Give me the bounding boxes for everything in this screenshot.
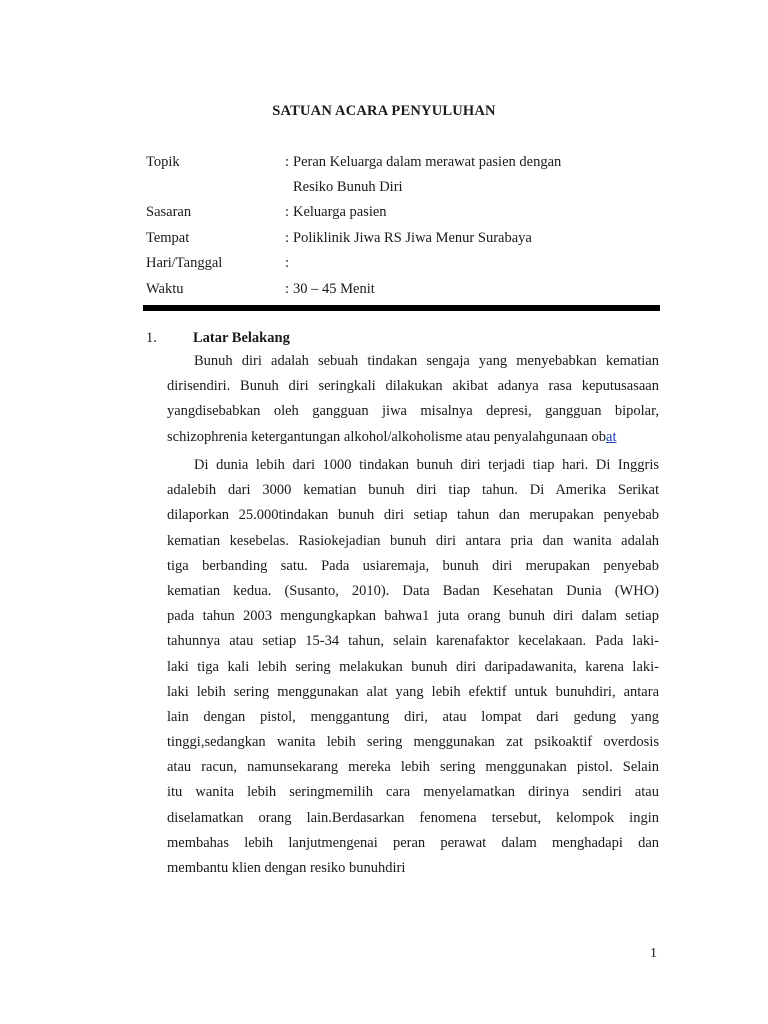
text-line: Di dunia lebih dari 1000 tindakan bunuh diri terjadi tiap hari. Di Inggris xyxy=(194,457,659,473)
meta-value: Peran Keluarga dalam merawat pasien dengan xyxy=(293,154,562,170)
document-title: SATUAN ACARA PENYULUHAN xyxy=(272,103,496,119)
text-line: tiga berbanding satu. Pada usiaremaja, bunuh diri merupakan penyebab xyxy=(167,557,659,574)
meta-colon: : xyxy=(285,281,290,297)
meta-label: Hari/Tanggal xyxy=(146,255,223,271)
meta-value-continuation: Resiko Bunuh Diri xyxy=(293,179,403,195)
meta-value: Keluarga pasien xyxy=(293,204,387,220)
text-line: yangdisebabkan oleh gangguan jiwa misalnya depresi, gangguan bipolar, xyxy=(167,403,659,420)
section-number: 1. xyxy=(146,330,157,346)
text-line: atau racun, namunsekarang mereka lebih sering menggunakan pistol. Selain xyxy=(167,759,659,776)
page-number: 1 xyxy=(650,946,657,961)
meta-colon: : xyxy=(285,255,290,271)
paragraph-2 xyxy=(167,453,659,881)
text-line: lain dengan pistol, menggantung diri, atau lompat dari gedung yang xyxy=(167,708,659,725)
meta-label: Tempat xyxy=(146,230,190,246)
header-divider xyxy=(143,305,660,311)
text-line: adalebih dari 3000 kematian bunuh diri tiap tahun. Di Amerika Serikat xyxy=(167,482,659,499)
text-segment: schizophrenia ketergantungan alkohol/alkoholisme atau penyalahgunaan ob xyxy=(167,428,607,445)
meta-colon: : xyxy=(285,204,290,220)
text-line: tahunnya atau setiap 15-34 tahun, selain karenafaktor kecelakaan. Pada laki- xyxy=(167,633,659,650)
section-heading: Latar Belakang xyxy=(193,330,290,346)
text-line: laki tiga kali lebih sering melakukan bunuh diri daripadawanita, karena laki- xyxy=(167,658,659,675)
meta-label: Sasaran xyxy=(146,204,192,220)
meta-colon: : xyxy=(285,154,290,170)
paragraph-1 xyxy=(167,349,659,450)
meta-label: Waktu xyxy=(146,281,184,297)
meta-label: Topik xyxy=(146,154,180,170)
text-line: itu wanita lebih seringmemilih cara menyelamatkan dirinya sendiri atau xyxy=(167,784,659,801)
text-line: kematian kesebelas. Rasiokejadian bunuh diri antara pria dan wanita adalah xyxy=(167,532,659,549)
text-line: diselamatkan orang lain.Berdasarkan fenomena tersebut, kelompok ingin xyxy=(167,809,659,826)
meta-colon: : xyxy=(285,230,290,246)
text-line: tinggi,sedangkan wanita lebih sering menggunakan zat psikoaktif overdosis xyxy=(167,734,659,751)
meta-value: 30 – 45 Menit xyxy=(293,281,375,297)
obat-link[interactable]: at xyxy=(606,428,617,445)
text-line-with-link xyxy=(167,425,659,450)
meta-value: Poliklinik Jiwa RS Jiwa Menur Surabaya xyxy=(293,230,532,246)
text-line: dilaporkan 25.000tindakan bunuh diri setiap tahun dan merupakan penyebab xyxy=(167,507,659,524)
text-line: membahas lebih lanjutmengenai peran perawat dalam menghadapi dan xyxy=(167,834,659,851)
text-line: laki lebih sering menggunakan alat yang lebih efektif untuk bunuhdiri, antara xyxy=(167,683,659,700)
text-line: Bunuh diri adalah sebuah tindakan sengaja yang menyebabkan kematian xyxy=(194,353,659,369)
text-line: dirisendiri. Bunuh diri seringkali dilakukan akibat adanya rasa keputusasaan xyxy=(167,378,659,395)
text-line: membantu klien dengan resiko bunuhdiri xyxy=(167,860,406,876)
text-line: kematian kedua. (Susanto, 2010). Data Badan Kesehatan Dunia (WHO) xyxy=(167,582,659,599)
text-line: pada tahun 2003 mengungkapkan bahwa1 juta orang bunuh diri dalam setiap xyxy=(167,608,659,625)
